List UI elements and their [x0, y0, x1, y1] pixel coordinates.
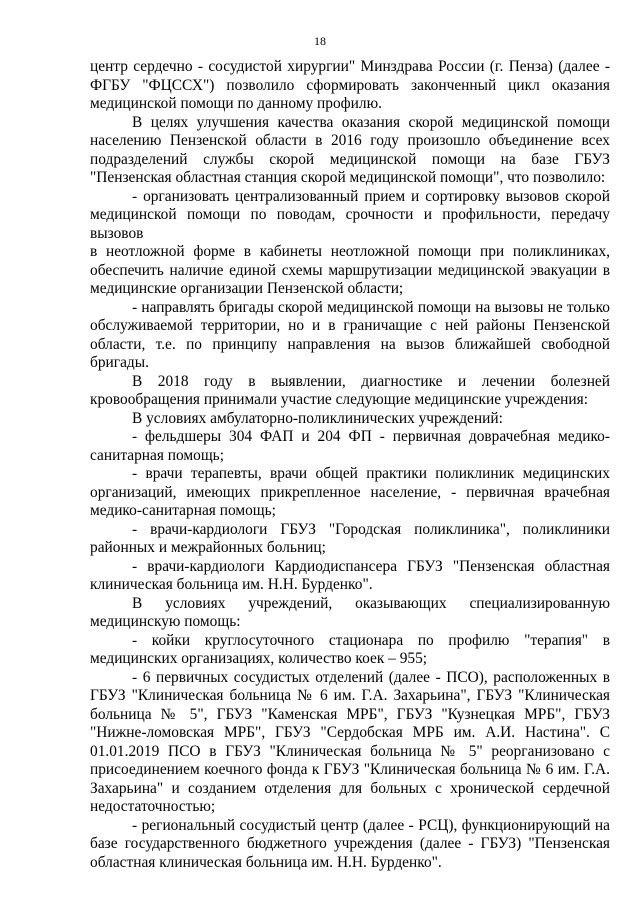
paragraph: - койки круглосуточного стационара по профилю "терапия" в медицинских организациях, количество коек – 955; — [90, 631, 610, 667]
document-body — [90, 58, 610, 872]
paragraph: - врачи-кардиологи Кардиодиспансера ГБУЗ "Пензенская областная клиническая больница им. Н.Н. Бурденко". — [90, 557, 610, 593]
paragraph: - организовать централизованный прием и сортировку вызовов скорой медицинской помощи по поводам, срочности и профильности, передачу вызовов — [90, 187, 610, 242]
paragraph: В 2018 году в выявлении, диагностике и лечении болезней кровообращения принимали участие следующие медицинские учреждения: — [90, 372, 610, 408]
paragraph: В условиях учреждений, оказывающих специализированную медицинскую помощь: — [90, 594, 610, 630]
paragraph: - направлять бригады скорой медицинской помощи на вызовы не только обслуживаемой территории, но и в граничащие с ней районы Пензенской области, т.е. по принципу направления на вызов ближайшей свободной бригады. — [90, 298, 610, 371]
paragraph: - 6 первичных сосудистых отделений (далее - ПСО), расположенных в ГБУЗ "Клиническая больница № 6 им. Г.А. Захарьина", ГБУЗ "Клиническая больница № 5", ГБУЗ "Каменская МРБ", ГБУЗ "Кузнецкая МРБ", ГБУЗ "Нижне-ломовская МРБ", ГБУЗ "Сердобская МРБ им. А.И. Настина". С 01.01.2019 ПСО в ГБУЗ "Клиническая больница № 5" реорганизовано с присоединением коечного фонда к ГБУЗ "Клиническая больница № 6 им. Г.А. Захарьина" и созданием отделения для больных с хронической сердечной недостаточностью; — [90, 668, 610, 815]
paragraph: - врачи терапевты, врачи общей практики поликлиник медицинских организаций, имеющих прикрепленное население, - первичная врачебная медико-санитарная помощь; — [90, 465, 610, 519]
paragraph: - региональный сосудистый центр (далее - РСЦ), функционирующий на базе государственного бюджетного учреждения (далее - ГБУЗ) "Пензенская областная клиническая больница им. Н.Н. Бурденко". — [90, 816, 610, 871]
paragraph: В условиях амбулаторно-поликлинических учреждений: — [132, 409, 503, 427]
paragraph: центр сердечно - сосудистой хирургии" Минздрава России (г. Пенза) (далее - ФГБУ "ФЦССХ") позволило сформировать законченный цикл оказания медицинской помощи по данному профилю. — [90, 58, 610, 112]
paragraph: в неотложной форме в кабинеты неотложной помощи при поликлиниках, обеспечить наличие единой схемы маршрутизации медицинской эвакуации в медицинские организации Пензенской области; — [90, 243, 610, 297]
paragraph: - врачи-кардиологи ГБУЗ "Городская поликлиника", поликлиники районных и межрайонных больниц; — [90, 520, 610, 556]
paragraph: - фельдшеры 304 ФАП и 204 ФП - первичная доврачебная медико-санитарная помощь; — [90, 428, 610, 464]
paragraph: В целях улучшения качества оказания скорой медицинской помощи населению Пензенской области в 2016 году произошло объединение всех подразделений службы скорой медицинской помощи на базе ГБУЗ "Пензенская областная станция скорой медицинской помощи", что позволило: — [90, 113, 610, 186]
page-number: 18 — [314, 34, 326, 48]
